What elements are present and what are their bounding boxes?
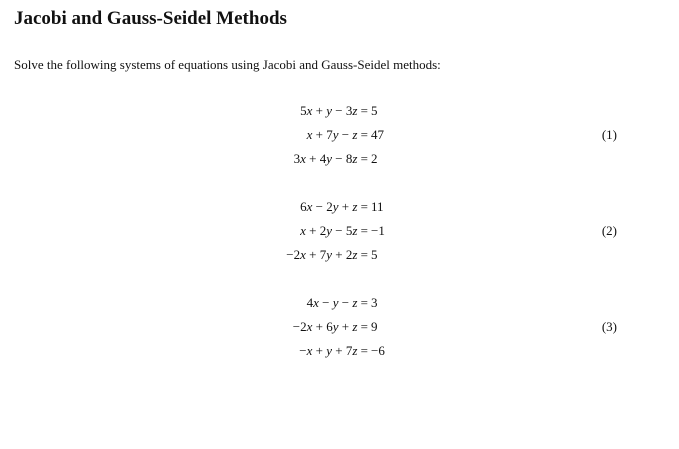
equation-lhs: 6x − 2y + z = [300, 199, 368, 214]
equation-rhs: 5 [371, 103, 378, 118]
equation-rhs: 11 [371, 199, 384, 214]
equation-rhs: −1 [371, 223, 385, 238]
equation-lhs: 5x + y − 3z = [300, 103, 368, 118]
equation-row [230, 126, 630, 144]
equation-row [230, 342, 630, 360]
equation-lhs: 3x + 4y − 8z = [293, 151, 368, 166]
equation-row [230, 294, 630, 312]
equation-rhs: 47 [371, 127, 384, 142]
equation-row [230, 246, 630, 264]
equation-number: (3) [601, 319, 617, 334]
equation-lhs: x + 2y − 5z = [300, 223, 368, 238]
equation-rhs: 5 [371, 247, 378, 262]
equation-row [230, 102, 630, 120]
equation-row [230, 222, 630, 240]
equation-lhs: 4x − y − z = [306, 295, 368, 310]
equation-row [230, 198, 630, 216]
equation-rhs: 9 [371, 319, 378, 334]
intro-text: Solve the following systems of equations using Jacobi and Gauss-Seidel methods: [14, 57, 441, 72]
equation-row [230, 150, 630, 168]
equation-rhs: −6 [371, 343, 385, 358]
equation-lhs: −2x + 7y + 2z = [286, 247, 368, 262]
page-title: Jacobi and Gauss-Seidel Methods [14, 8, 287, 29]
equation-row [230, 318, 630, 336]
equation-rhs: 2 [371, 151, 378, 166]
equation-lhs: x + 7y − z = [306, 127, 368, 142]
equation-number: (2) [601, 223, 617, 238]
equation-lhs: −x + y + 7z = [299, 343, 368, 358]
equation-number: (1) [601, 127, 617, 142]
equation-lhs: −2x + 6y + z = [292, 319, 368, 334]
equation-rhs: 3 [371, 295, 378, 310]
